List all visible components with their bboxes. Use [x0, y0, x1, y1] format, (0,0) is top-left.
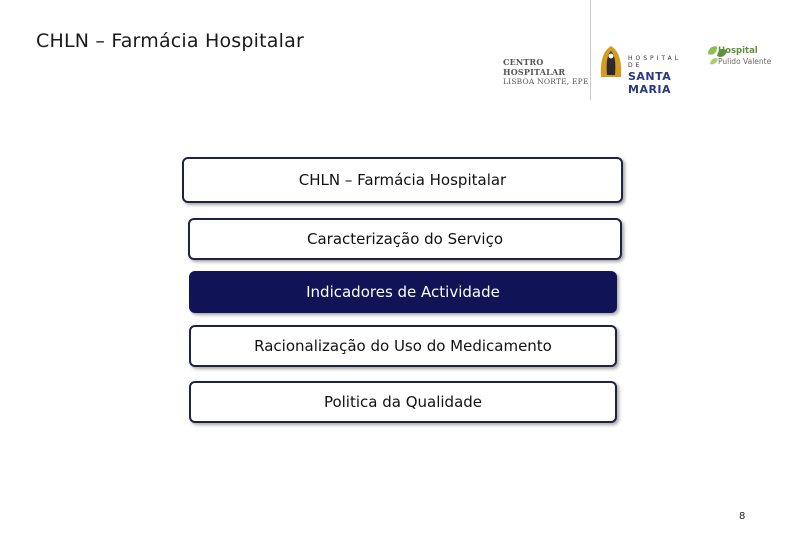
logo-divider	[590, 0, 591, 100]
menu-item-caracterizacao-servico[interactable]: Caracterização do Serviço	[188, 218, 622, 260]
menu-item-politica-qualidade[interactable]: Politica da Qualidade	[189, 381, 617, 423]
slide-title: CHLN – Farmácia Hospitalar	[36, 30, 304, 52]
santa-maria-logo-line2: SANTA MARIA	[628, 70, 672, 96]
chln-logo-line1: CENTRO HOSPITALAR	[503, 57, 566, 77]
pulido-valente-logo-line1: Hospital	[718, 46, 758, 56]
pulido-valente-logo	[706, 44, 772, 80]
chln-logo-line2: LISBOA NORTE, EPE	[503, 77, 589, 86]
santa-maria-logo-line1: HOSPITAL DE	[628, 55, 682, 69]
santa-maria-logo	[598, 45, 698, 96]
pulido-valente-logo-line2: Pulido Valente	[718, 57, 772, 66]
menu-item-indicadores-actividade[interactable]: Indicadores de Actividade	[189, 271, 617, 313]
menu-item-farmacia-hospitalar[interactable]: CHLN – Farmácia Hospitalar	[182, 157, 623, 203]
page-number: 8	[739, 511, 746, 522]
menu-item-racionalizacao-medicamento[interactable]: Racionalização do Uso do Medicamento	[189, 325, 617, 367]
chln-logo	[503, 57, 589, 86]
santa-maria-emblem-icon	[598, 45, 624, 79]
